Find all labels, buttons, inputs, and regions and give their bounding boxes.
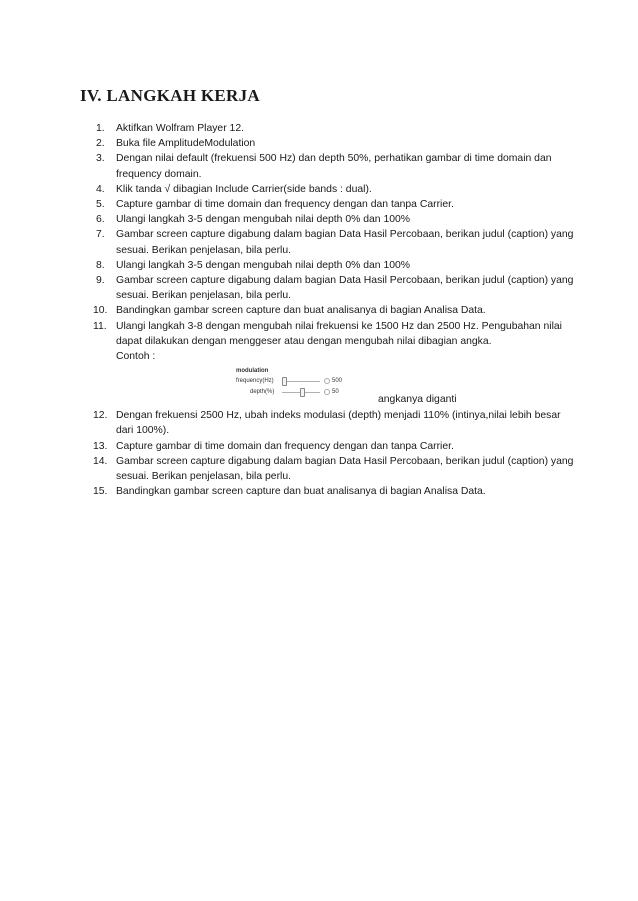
step-number: 12. [93,410,108,422]
expand-icon[interactable] [324,389,330,395]
step-number: 1. [96,123,105,134]
step-item [96,227,576,257]
step-text: Aktifkan Wolfram Player 12. [116,123,245,134]
example-figure [116,364,576,408]
frequency-slider-thumb[interactable] [282,377,287,386]
step-number: 2. [96,138,105,150]
step-number: 6. [96,214,105,226]
step-text: Ulangi langkah 3-5 dengan mengubah nilai depth 0% dan 100% [116,259,411,271]
example-label: Contoh : [116,351,156,363]
depth-value: 50 [332,389,339,396]
step-number: 7. [96,229,105,241]
step-item [96,197,576,212]
frequency-slider-track[interactable] [282,381,320,382]
step-number: 9. [96,275,105,287]
step-number: 11. [93,320,107,332]
step-text: Capture gambar di time domain dan frequency dengan dan tanpa Carrier. [116,199,454,211]
step-item [93,484,576,499]
step-item [93,439,576,454]
step-text: Dengan frekuensi 2500 Hz, ubah indeks modulasi (depth) menjadi 110% (intinya,nilai lebih besar dari 100%). [116,410,561,437]
section-title: IV. LANGKAH KERJA [80,86,261,105]
step-item [96,273,576,303]
step-text: Bandingkan gambar screen capture dan buat analisanya di bagian Analisa Data. [116,305,486,317]
step-item [96,182,576,197]
depth-slider-thumb[interactable] [300,388,305,397]
frequency-value: 500 [332,378,343,385]
expand-icon[interactable] [324,378,330,384]
frequency-control [236,376,348,387]
step-number: 5. [96,199,105,211]
step-item [93,319,576,409]
step-item [93,303,576,318]
step-number: 8. [96,259,105,271]
modulation-title: modulation [236,368,269,375]
example-caption: angkanya diganti [378,394,457,406]
step-item [93,454,576,484]
step-text: Capture gambar di time domain dan frequency dengan dan tanpa Carrier. [116,440,454,452]
step-text: Buka file AmplitudeModulation [116,138,256,150]
depth-control [236,387,348,398]
step-item [93,408,576,438]
step-text: Dengan nilai default (frekuensi 500 Hz) dan depth 50%, perhatikan gambar di time domain dan frequency domain. [116,153,552,180]
step-number: 15. [93,486,108,498]
step-item [96,136,576,151]
step-item [96,212,576,227]
step-item [96,258,576,273]
step-text: Gambar screen capture digabung dalam bagian Data Hasil Percobaan, berikan judul (caption) yang sesuai. Berikan penjelasan, bila perlu. [116,455,574,483]
step-text: Ulangi langkah 3-5 dengan mengubah nilai depth 0% dan 100% [116,214,411,226]
step-item [96,121,576,136]
step-text: Klik tanda √ dibagian Include Carrier(side bands : dual). [116,183,372,195]
depth-label: depth(%) [250,389,275,396]
step-number: 14. [93,455,108,467]
step-number: 3. [96,153,105,165]
steps-list [93,121,576,499]
step-text: Ulangi langkah 3-8 dengan mengubah nilai frekuensi ke 1500 Hz dan 2500 Hz. Pengubahan nilai dapat dilakukan dengan menggeser atau dengan mengubah nilai dibagian angka. [116,320,562,347]
step-text: Gambar screen capture digabung dalam bagian Data Hasil Percobaan, berikan judul (caption) yang sesuai. Berikan penjelasan, bila perlu. [116,275,574,302]
step-text: Gambar screen capture digabung dalam bagian Data Hasil Percobaan, berikan judul (caption) yang sesuai. Berikan penjelasan, bila perlu. [116,229,574,256]
step-number: 10. [93,305,108,317]
step-number: 4. [96,183,105,195]
frequency-label: frequency(Hz) [236,378,274,385]
modulation-control-panel [236,366,348,400]
step-item [96,151,576,181]
step-number: 13. [93,440,108,452]
step-text: Bandingkan gambar screen capture dan buat analisanya di bagian Analisa Data. [116,486,486,498]
